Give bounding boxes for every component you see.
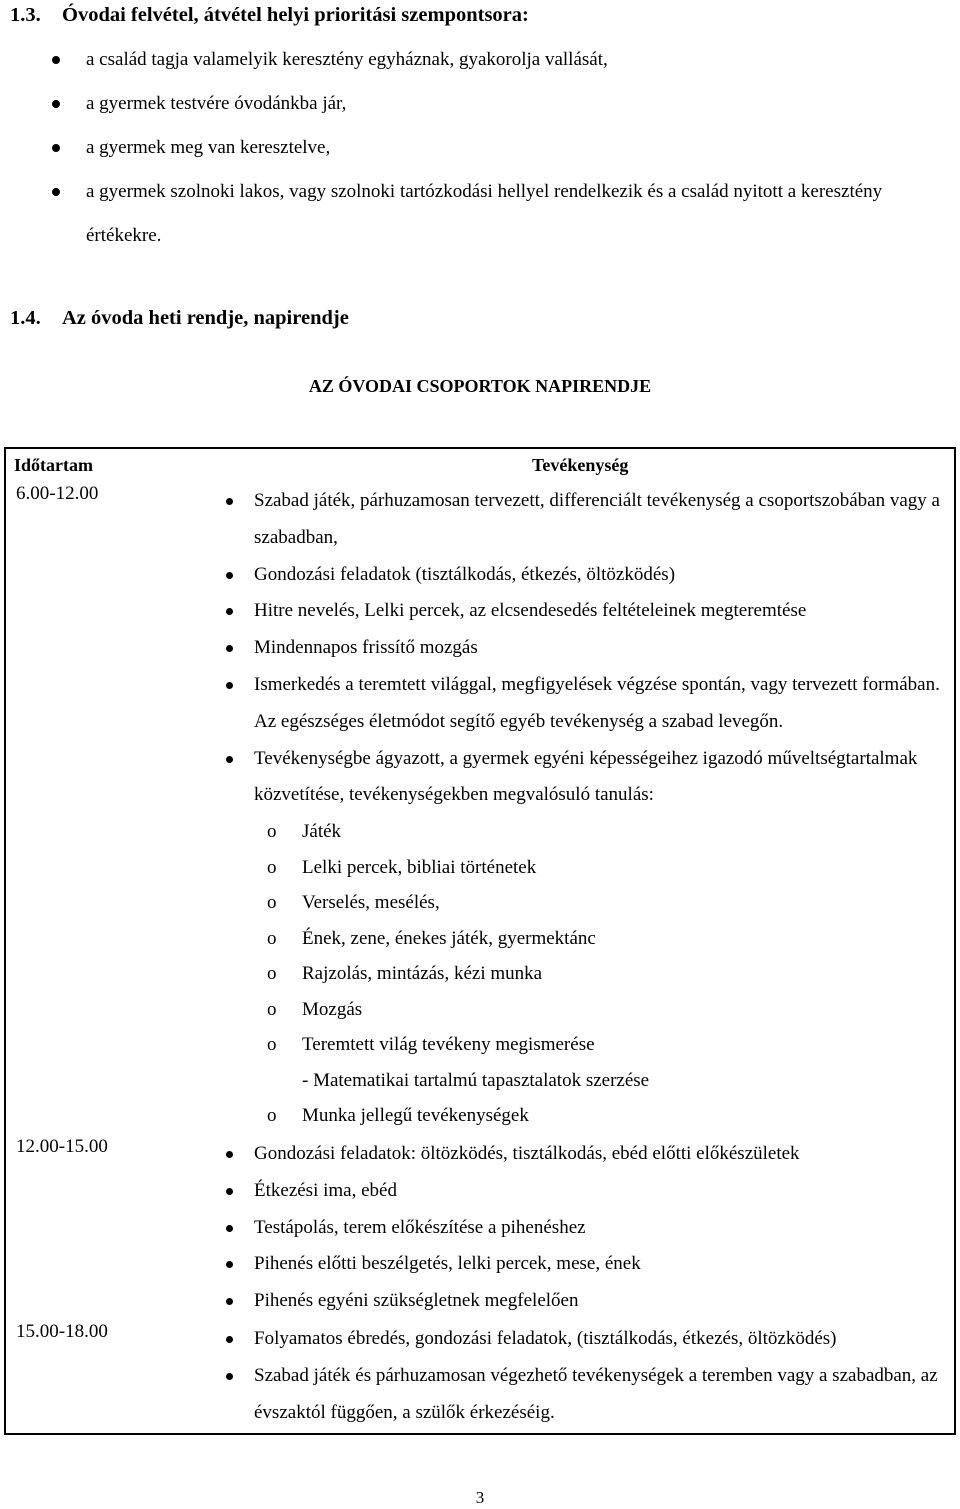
table-row-item: Ismerkedés a teremtett világgal, megfigyelések végzése spontán, vagy tervezett formában. Az egészséges életmódot segítő egyéb tevékenység a szabad levegőn. [222,667,952,741]
bullet-icon [222,630,252,666]
table-row-item: Szabad játék és párhuzamosan végezhető tevékenységek a teremben vagy a szabadban, az évszaktól függően, a szülők érkezéséig. [222,1358,952,1432]
sub-item: o Verselés, mesélés, [222,885,952,921]
circle-bullet-icon: o [267,1105,277,1127]
section-1-3-heading [10,4,529,27]
priority-list [46,38,926,258]
sub-item: o Ének, zene, énekes játék, gyermektánc [222,921,952,957]
sub-item: o Rajzolás, mintázás, kézi munka [222,956,952,992]
sub-item: o Játék [222,814,952,850]
bullet-icon [222,1283,252,1319]
schedule-title: AZ ÓVODAI CSOPORTOK NAPIRENDJE [308,376,652,396]
table-row-item: Mindennapos frissítő mozgás [222,630,952,667]
sub-item: o Teremtett világ tevékeny megismerése [222,1027,952,1063]
table-row-item: Hitre nevelés, Lelki percek, az elcsendesedés feltételeinek megteremtése [222,593,952,630]
row-time-2: 12.00-15.00 [16,1136,108,1157]
section-number: 1.4. [10,307,41,329]
schedule-table [4,447,956,1435]
list-item: a gyermek szolnoki lakos, vagy szolnoki tartózkodási hellyel rendelkezik és a család nyitott a keresztény értékekre. [86,181,883,246]
section-title: Óvodai felvétel, átvétel helyi prioritási szempontsora: [62,4,529,26]
header-time: Időtartam [14,455,93,475]
list-item: a család tagja valamelyik keresztény egyháznak, gyakorolja vallását, [86,49,608,70]
row-time-1: 6.00-12.00 [16,483,99,504]
bullet-icon [222,593,252,629]
page-number: 3 [475,1488,485,1507]
table-row-item: Testápolás, terem előkészítése a pihenéshez [222,1210,952,1247]
bullet-icon [222,1136,252,1172]
sub-item-detail: - Matematikai tartalmú tapasztalatok szerzése [302,1069,650,1091]
circle-bullet-icon: o [267,998,277,1020]
row-activities-1 [222,483,952,1134]
table-row-item: Étkezési ima, ebéd [222,1173,952,1210]
bullet-icon [222,557,252,593]
table-row-item: Gondozási feladatok: öltözködés, tisztálkodás, ebéd előtti előkészületek [222,1136,952,1173]
bullet-icon [222,741,252,777]
circle-bullet-icon: o [267,927,277,949]
section-title: Az óvoda heti rendje, napirendje [62,307,349,329]
list-item: a gyermek meg van keresztelve, [86,137,331,158]
bullet-icon [222,1246,252,1282]
table-row-item: Szabad játék, párhuzamosan tervezett, differenciált tevékenység a csoportszobában vagy a szabadban, [222,483,952,557]
bullet-icon [222,667,252,703]
table-row-item: Tevékenységbe ágyazott, a gyermek egyéni képességeihez igazodó műveltségtartalmak közvetítése, tevékenységekben megvalósuló tanulás: [222,741,952,815]
row-activities-2 [222,1136,952,1320]
circle-bullet-icon: o [267,1034,277,1056]
section-number: 1.3. [10,4,41,26]
bullet-icon [222,1173,252,1209]
header-activity: Tevékenység [532,455,629,475]
circle-bullet-icon: o [267,892,277,914]
sub-item: o Mozgás [222,992,952,1028]
bullet-icon [222,1321,252,1357]
bullet-icon [222,1358,252,1394]
table-row-item: Folyamatos ébredés, gondozási feladatok, (tisztálkodás, étkezés, öltözködés) [222,1321,952,1358]
list-item: a gyermek testvére óvodánkba jár, [86,93,347,114]
sub-item: o Munka jellegű tevékenységek [222,1098,952,1134]
table-row-item: Gondozási feladatok (tisztálkodás, étkezés, öltözködés) [222,557,952,594]
row-time-3: 15.00-18.00 [16,1321,108,1342]
sub-item: o Lelki percek, bibliai történetek [222,850,952,886]
section-1-4-heading [10,307,349,330]
circle-bullet-icon: o [267,963,277,985]
row-activities-3 [222,1321,952,1431]
bullet-icon [222,483,252,519]
table-row-item: Pihenés egyéni szükségletnek megfelelően [222,1283,952,1320]
table-row-item: Pihenés előtti beszélgetés, lelki percek, mese, ének [222,1246,952,1283]
circle-bullet-icon: o [267,856,277,878]
bullet-icon [222,1210,252,1246]
circle-bullet-icon: o [267,821,277,843]
